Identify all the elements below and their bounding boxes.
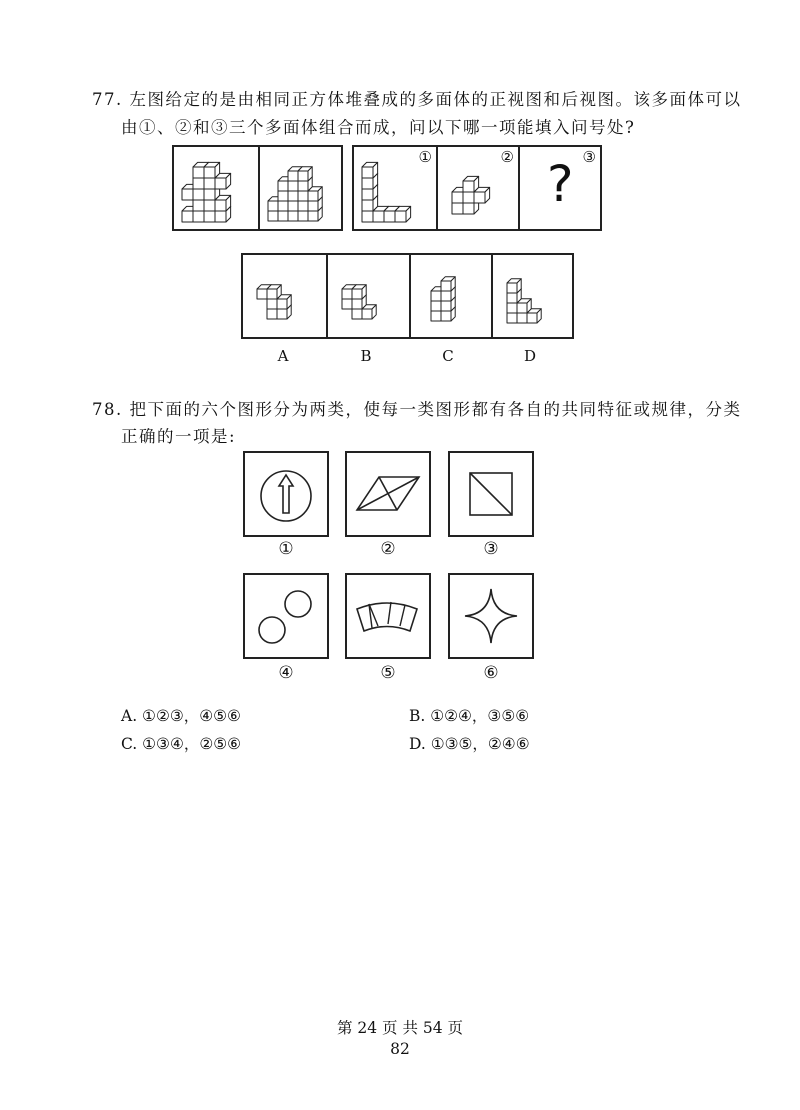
q77-option-a-label[interactable]: A	[277, 347, 289, 365]
piece-3-mark: ③	[582, 148, 596, 166]
q78-figure-3-label: ③	[483, 539, 499, 559]
q77-option-a-figure[interactable]	[243, 255, 326, 337]
q77-stem-line1: 77. 左图给定的是由相同正方体堆叠成的多面体的正视图和后视图。该多面体可以	[92, 90, 742, 109]
circle-arrow-shape	[245, 453, 327, 535]
q78-figure-4-label: ④	[278, 663, 294, 683]
q78-figure-3	[448, 451, 534, 537]
q78-stem-line2: 正确的一项是:	[121, 427, 237, 446]
option-d-cubes-figure	[493, 255, 574, 337]
piece-2-mark: ②	[500, 148, 514, 166]
option-b-cubes-figure	[328, 255, 411, 337]
q78-figure-6-label: ⑥	[483, 663, 499, 683]
q78-figure-5-label: ⑤	[380, 663, 396, 683]
front-view-cubes-figure	[174, 147, 258, 229]
option-c-cubes-figure	[411, 255, 493, 337]
q77-options-panel	[241, 253, 574, 339]
piece-1-mark: ①	[418, 148, 432, 166]
two-circles-shape	[245, 575, 327, 657]
back-view-cubes-figure	[260, 147, 343, 229]
q78-figure-2-label: ②	[380, 539, 396, 559]
q77-back-view	[258, 147, 341, 229]
q78-stem-line1: 78. 把下面的六个图形分为两类，使每一类图形都有各自的共同特征或规律，分类	[92, 400, 742, 419]
q77-piece-2	[436, 147, 518, 229]
q77-option-d-figure[interactable]	[491, 255, 572, 337]
square-diagonal-shape	[450, 453, 532, 535]
curved-band-shape	[347, 575, 429, 657]
q77-option-b-figure[interactable]	[326, 255, 409, 337]
q78-answer-b[interactable]: B. ①②④，③⑤⑥	[409, 707, 530, 725]
q78-figure-2	[345, 451, 431, 537]
q78-figure-6	[448, 573, 534, 659]
q77-piece-3	[518, 147, 600, 229]
q78-answer-a[interactable]: A. ①②③，④⑤⑥	[121, 707, 241, 725]
q77-pieces-panel	[352, 145, 602, 231]
q77-stem-line2: 由①、②和③三个多面体组合而成，问以下哪一项能填入问号处?	[121, 118, 636, 137]
question-mark: ?	[547, 155, 574, 213]
parallelogram-diagonals-shape	[347, 453, 429, 535]
q77-given-views-panel	[172, 145, 343, 231]
q77-option-b-label[interactable]: B	[360, 347, 372, 365]
q77-option-d-label[interactable]: D	[523, 347, 537, 365]
q78-figure-4	[243, 573, 329, 659]
page-info: 第 24 页 共 54 页	[336, 1019, 464, 1037]
q77-option-c-label[interactable]: C	[442, 347, 454, 365]
q78-figure-1-label: ①	[278, 539, 294, 559]
q77-piece-1	[354, 147, 436, 229]
q78-figure-1	[243, 451, 329, 537]
q78-figure-5	[345, 573, 431, 659]
q77-option-c-figure[interactable]	[409, 255, 491, 337]
q78-answer-d[interactable]: D. ①③⑤，②④⑥	[409, 735, 530, 753]
q77-front-view	[174, 147, 258, 229]
option-a-cubes-figure	[243, 255, 326, 337]
four-point-star-shape	[450, 575, 532, 657]
q78-answer-c[interactable]: C. ①③④，②⑤⑥	[121, 735, 242, 753]
page-number: 82	[390, 1040, 410, 1058]
